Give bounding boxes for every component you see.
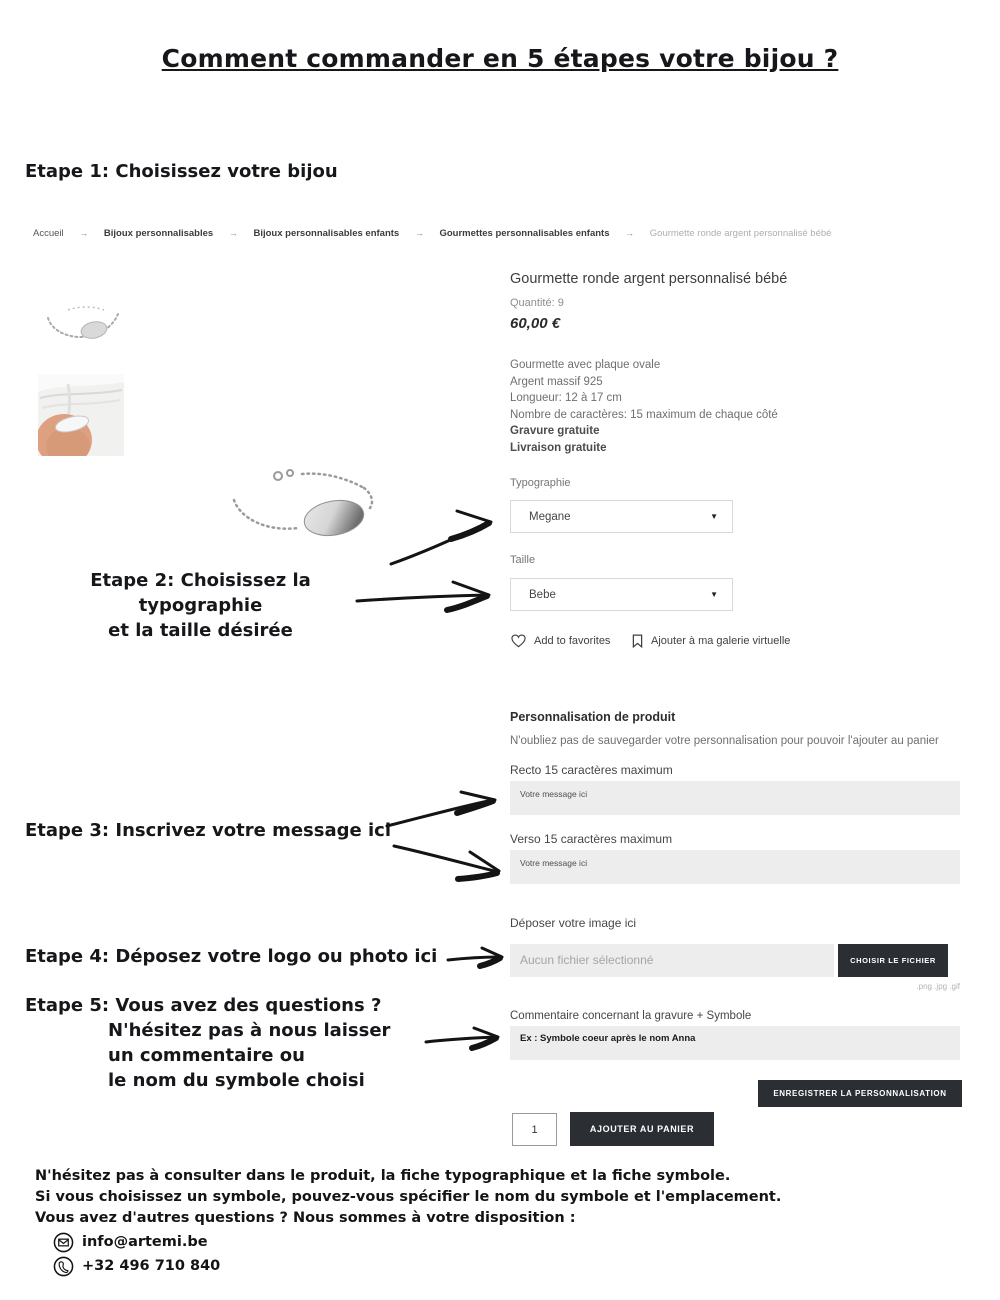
comment-value: Ex : Symbole coeur après le nom Anna bbox=[520, 1033, 696, 1044]
step-3-label: Etape 3: Inscrivez votre message ici bbox=[25, 820, 391, 841]
personalization-title: Personnalisation de produit bbox=[510, 710, 676, 724]
breadcrumb-item[interactable]: Bijoux personnalisables bbox=[103, 228, 214, 239]
step-2-label bbox=[28, 568, 373, 643]
footer-line2: Si vous choisissez un symbole, pouvez-vous spécifier le nom du symbole et l'emplacement. bbox=[35, 1189, 782, 1205]
recto-label: Recto 15 caractères maximum bbox=[510, 763, 673, 777]
bookmark-icon bbox=[632, 634, 643, 648]
breadcrumb-item[interactable]: Gourmettes personnalisables enfants bbox=[439, 228, 610, 239]
product-quantity: Quantité: 9 bbox=[510, 297, 564, 309]
add-to-cart-button[interactable]: AJOUTER AU PANIER bbox=[570, 1112, 714, 1146]
size-value: Bebe bbox=[529, 588, 556, 601]
breadcrumb-arrow-icon: → bbox=[79, 228, 89, 238]
recto-placeholder: Votre message ici bbox=[520, 789, 588, 799]
arrow-to-comment-icon bbox=[426, 1026, 502, 1052]
file-placeholder: Aucun fichier sélectionné bbox=[520, 953, 654, 967]
personalization-subtitle: N'oubliez pas de sauvegarder votre personnalisation pour pouvoir l'ajouter au panier bbox=[510, 735, 939, 747]
typography-label: Typographie bbox=[510, 477, 571, 489]
add-to-gallery-button[interactable] bbox=[632, 634, 790, 648]
step-5-line4: le nom du symbole choisi bbox=[108, 1070, 365, 1091]
arrow-to-size-icon bbox=[355, 580, 495, 616]
product-desc-line-bold: Livraison gratuite bbox=[510, 441, 607, 454]
contact-phone[interactable] bbox=[53, 1256, 781, 1277]
breadcrumb bbox=[33, 228, 831, 239]
step-4-label: Etape 4: Déposez votre logo ou photo ici bbox=[25, 946, 438, 967]
email-icon bbox=[53, 1232, 74, 1253]
product-thumbnail-bracelet[interactable] bbox=[38, 296, 126, 350]
contact-email[interactable] bbox=[53, 1232, 781, 1253]
choose-file-button[interactable]: CHOISIR LE FICHIER bbox=[838, 944, 948, 977]
step-2-line1: Etape 2: Choisissez la typographie bbox=[90, 570, 311, 616]
save-personalization-button[interactable]: ENREGISTRER LA PERSONNALISATION bbox=[758, 1080, 962, 1107]
chevron-down-icon: ▼ bbox=[710, 512, 718, 521]
breadcrumb-item[interactable]: Bijoux personnalisables enfants bbox=[253, 228, 400, 239]
product-desc-line: Longueur: 12 à 17 cm bbox=[510, 392, 622, 404]
upload-label: Déposer votre image ici bbox=[510, 916, 637, 930]
recto-input[interactable] bbox=[510, 781, 960, 815]
chevron-down-icon: ▼ bbox=[710, 590, 718, 599]
arrow-to-typography-icon bbox=[385, 508, 497, 570]
file-formats: .png .jpg .gif bbox=[916, 982, 960, 991]
product-desc-line-bold: Gravure gratuite bbox=[510, 425, 600, 437]
product-thumbnail-baby-arm[interactable] bbox=[38, 374, 124, 456]
quantity-input[interactable]: 1 bbox=[512, 1113, 557, 1146]
size-label: Taille bbox=[510, 554, 536, 566]
arrow-to-verso-icon bbox=[392, 838, 504, 880]
step-5-line2: N'hésitez pas à nous laisser bbox=[108, 1020, 391, 1041]
breadcrumb-arrow-icon: → bbox=[625, 228, 635, 238]
product-title: Gourmette ronde argent personnalisé bébé bbox=[510, 271, 788, 287]
file-input[interactable] bbox=[510, 944, 834, 977]
step-2-line2: et la taille désirée bbox=[108, 620, 293, 641]
breadcrumb-item-current: Gourmette ronde argent personnalisé bébé bbox=[649, 228, 832, 239]
page-title: Comment commander en 5 étapes votre bijou ? bbox=[161, 44, 839, 73]
product-description bbox=[510, 357, 778, 456]
verso-label: Verso 15 caractères maximum bbox=[510, 832, 673, 846]
typography-select[interactable] bbox=[510, 500, 733, 533]
product-desc-line: Gourmette avec plaque ovale bbox=[510, 359, 661, 371]
step-5-line1: Etape 5: Vous avez des questions ? bbox=[25, 995, 382, 1016]
product-desc-line: Nombre de caractères: 15 maximum de chaque côté bbox=[510, 408, 778, 421]
arrow-to-recto-icon bbox=[385, 790, 500, 832]
step-1-label: Etape 1: Choisissez votre bijou bbox=[25, 161, 338, 182]
product-main-image[interactable] bbox=[226, 462, 406, 557]
product-price: 60,00 € bbox=[510, 315, 561, 332]
add-to-favorites-label: Add to favorites bbox=[534, 635, 611, 647]
heart-icon bbox=[511, 634, 526, 648]
arrow-to-upload-icon bbox=[448, 946, 506, 970]
contact-email-text: info@artemi.be bbox=[82, 1234, 208, 1250]
breadcrumb-item-home[interactable]: Accueil bbox=[33, 228, 64, 239]
step-5-label bbox=[25, 993, 390, 1093]
product-desc-line: Argent massif 925 bbox=[510, 375, 603, 388]
footer-line3: Vous avez d'autres questions ? Nous sommes à votre disposition : bbox=[35, 1210, 576, 1226]
phone-icon bbox=[53, 1256, 74, 1277]
add-to-favorites-button[interactable] bbox=[511, 634, 610, 648]
breadcrumb-arrow-icon: → bbox=[228, 228, 238, 238]
typography-value: Megane bbox=[529, 510, 571, 523]
step-5-line3: un commentaire ou bbox=[108, 1045, 305, 1066]
contact-phone-text: +32 496 710 840 bbox=[82, 1258, 221, 1274]
breadcrumb-arrow-icon: → bbox=[414, 228, 424, 238]
add-to-gallery-label: Ajouter à ma galerie virtuelle bbox=[651, 635, 791, 647]
verso-input[interactable] bbox=[510, 850, 960, 884]
footer-note bbox=[35, 1166, 781, 1277]
size-select[interactable] bbox=[510, 578, 733, 611]
verso-placeholder: Votre message ici bbox=[520, 858, 588, 868]
comment-input[interactable] bbox=[510, 1026, 960, 1060]
footer-line1: N'hésitez pas à consulter dans le produit, la fiche typographique et la fiche symbole. bbox=[35, 1168, 731, 1184]
comment-label: Commentaire concernant la gravure + Symbole bbox=[510, 1010, 752, 1022]
